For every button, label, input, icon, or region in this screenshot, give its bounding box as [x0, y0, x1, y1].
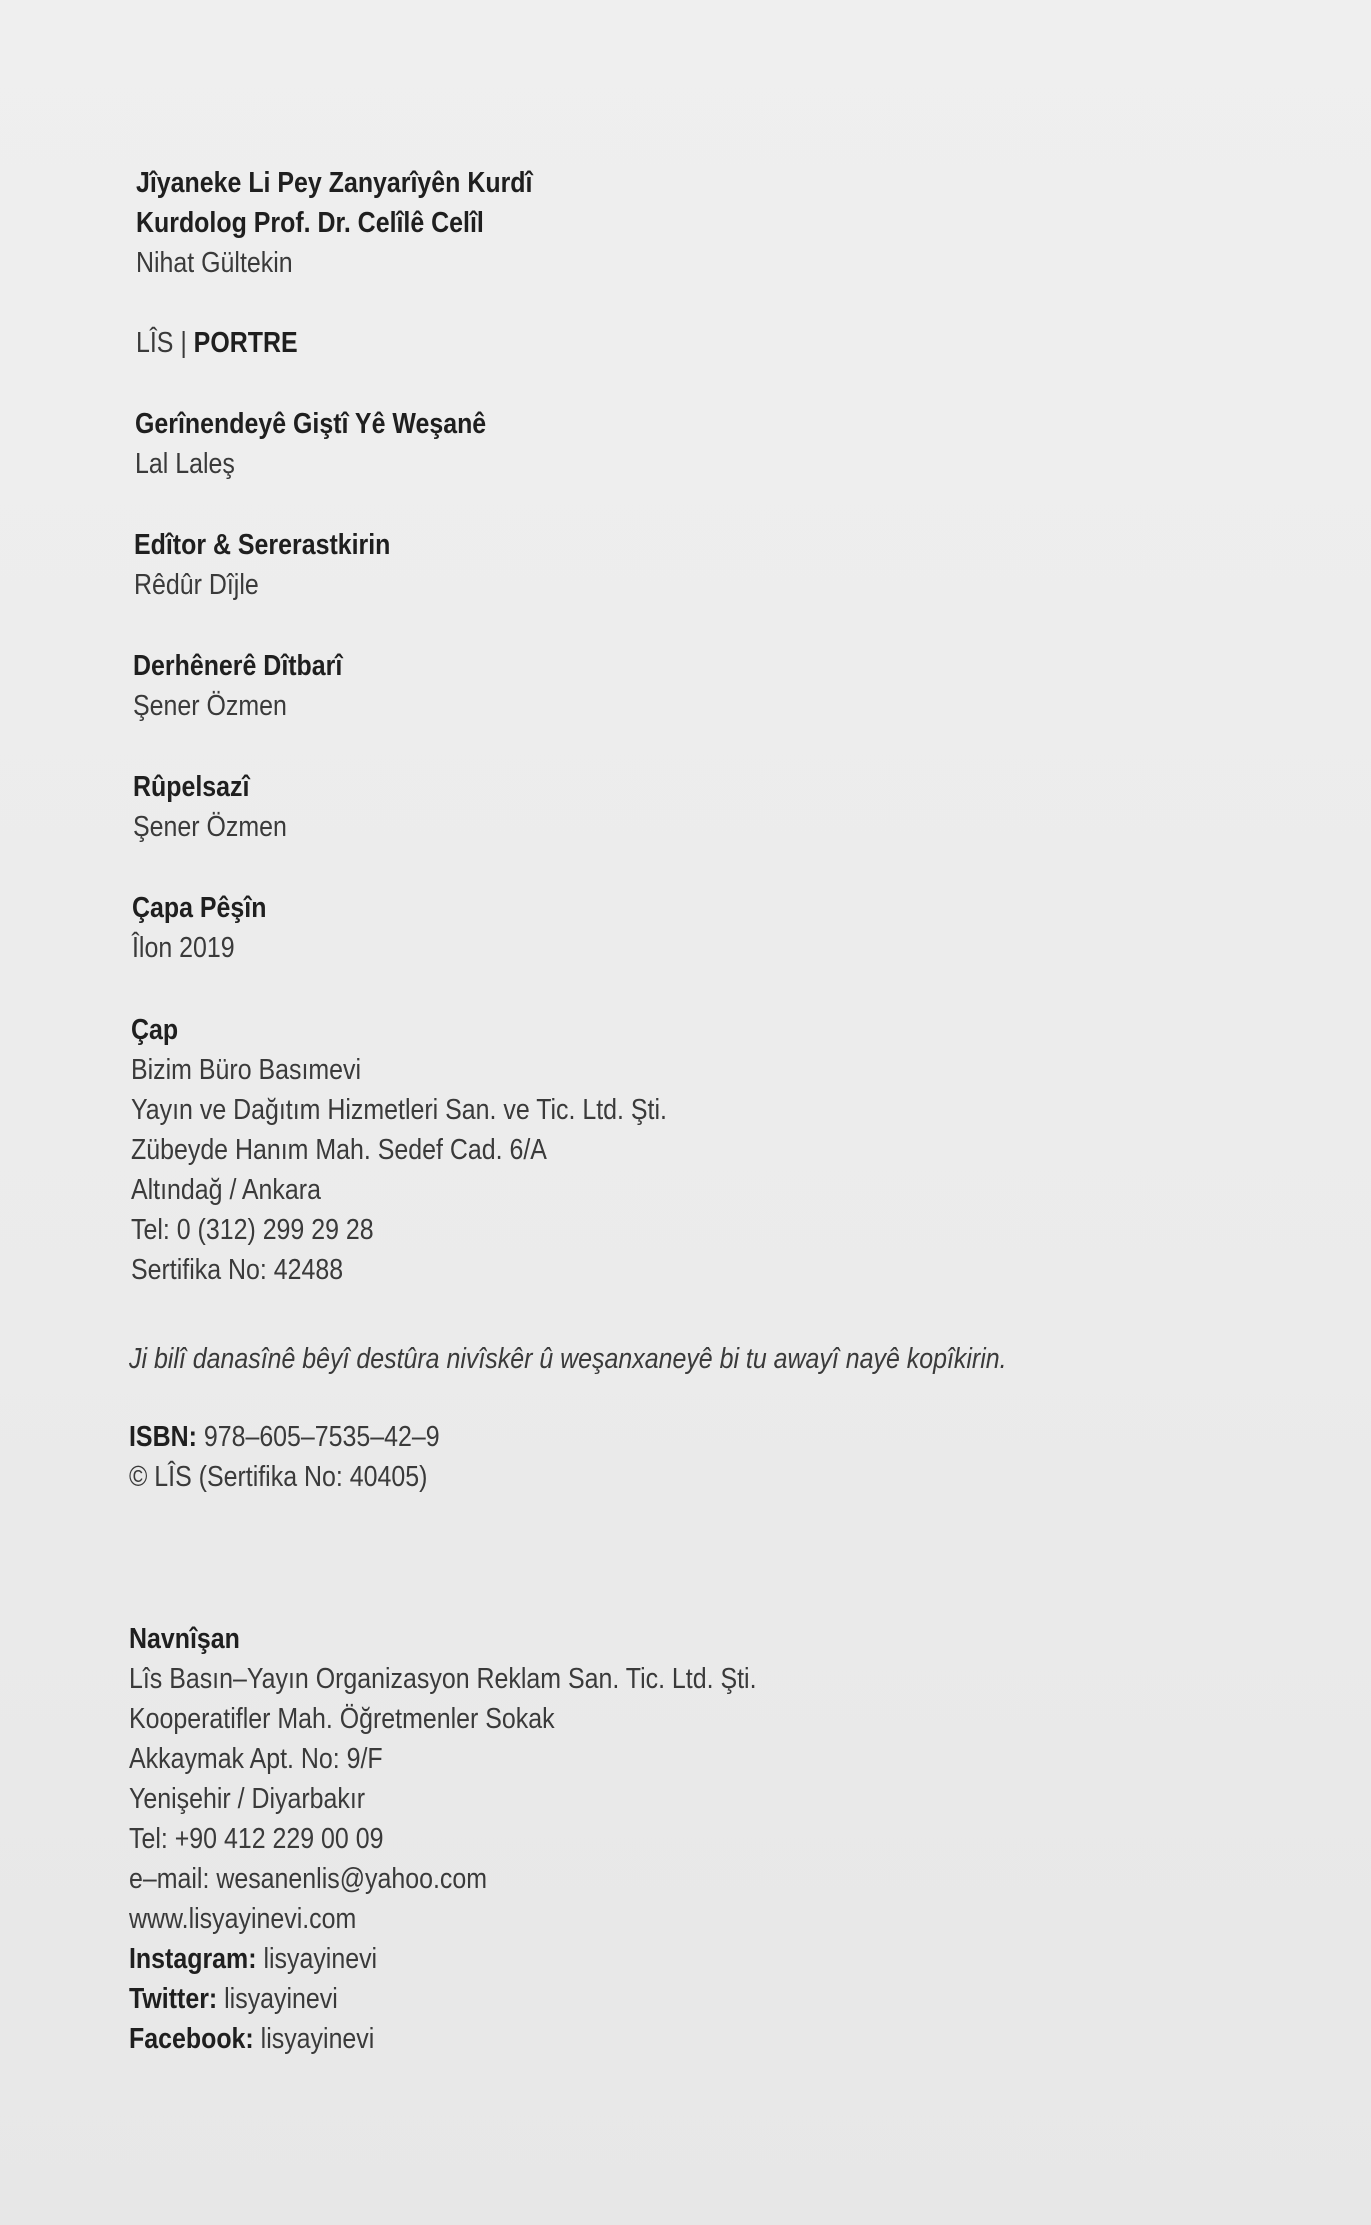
series-separator: | — [180, 327, 187, 359]
address-line: Lîs Basın–Yayın Organizasyon Reklam San. Tic. Ltd. Şti. — [129, 1663, 757, 1695]
title-block — [136, 163, 532, 283]
address-block — [129, 1619, 757, 2059]
credit-label: Rûpelsazî — [133, 771, 250, 803]
address-phone: Tel: +90 412 229 00 09 — [129, 1823, 384, 1855]
printer-line: Sertifika No: 42488 — [131, 1254, 344, 1286]
series-line — [136, 323, 298, 363]
twitter-handle: lisyayinevi — [224, 1983, 338, 2015]
series-name: PORTRE — [193, 327, 298, 359]
printer-line: Zübeyde Hanım Mah. Sedef Cad. 6/A — [131, 1134, 547, 1166]
credit-editor — [134, 525, 390, 605]
credit-value: Şener Özmen — [133, 690, 287, 722]
address-email: e–mail: wesanenlis@yahoo.com — [129, 1863, 488, 1895]
isbn-block — [129, 1417, 440, 1497]
address-line: Kooperatifler Mah. Öğretmenler Sokak — [129, 1703, 555, 1735]
copyright-line: © LÎS (Sertifika No: 40405) — [129, 1461, 428, 1493]
credit-visual-director — [133, 646, 342, 726]
printer-line: Tel: 0 (312) 299 29 28 — [131, 1214, 374, 1246]
credit-layout — [133, 767, 287, 847]
address-label: Navnîşan — [129, 1623, 240, 1655]
credit-label: Gerînendeyê Giştî Yê Weşanê — [135, 408, 487, 440]
address-website: www.lisyayinevi.com — [129, 1903, 357, 1935]
series-publisher: LÎS — [136, 327, 174, 359]
credit-label: Derhênerê Dîtbarî — [133, 650, 343, 682]
address-line: Akkaymak Apt. No: 9/F — [129, 1743, 383, 1775]
credit-value: Îlon 2019 — [132, 932, 235, 964]
credit-value: Lal Laleş — [135, 448, 235, 480]
book-title: Jîyaneke Li Pey Zanyarîyên Kurdî — [136, 167, 533, 199]
instagram-handle: lisyayinevi — [263, 1943, 378, 1975]
address-line: Yenişehir / Diyarbakır — [129, 1783, 366, 1815]
facebook-label: Facebook: — [129, 2023, 254, 2055]
facebook-handle: lisyayinevi — [260, 2023, 375, 2055]
book-author: Nihat Gültekin — [136, 247, 293, 279]
credit-first-edition — [132, 888, 266, 968]
isbn-value: 978–605–7535–42–9 — [203, 1421, 440, 1453]
printer-block — [131, 1010, 667, 1290]
isbn-label: ISBN: — [129, 1421, 197, 1453]
printer-label: Çap — [131, 1014, 179, 1046]
printer-line: Yayın ve Dağıtım Hizmetleri San. ve Tic. Ltd. Şti. — [131, 1094, 667, 1126]
credit-general-director — [135, 404, 486, 484]
credit-label: Çapa Pêşîn — [132, 892, 267, 924]
credit-value: Rêdûr Dîjle — [134, 569, 259, 601]
printer-line: Bizim Büro Basımevi — [131, 1054, 362, 1086]
credit-value: Şener Özmen — [133, 811, 287, 843]
printer-line: Altındağ / Ankara — [131, 1174, 321, 1206]
twitter-label: Twitter: — [129, 1983, 218, 2015]
book-subtitle: Kurdolog Prof. Dr. Celîlê Celîl — [136, 207, 484, 239]
credit-label: Edîtor & Sererastkirin — [134, 529, 391, 561]
copyright-notice: Ji bilî danasînê bêyî destûra nivîskêr û weşanxaneyê bi tu awayî nayê kopîkirin. — [129, 1343, 1007, 1375]
instagram-label: Instagram: — [129, 1943, 257, 1975]
